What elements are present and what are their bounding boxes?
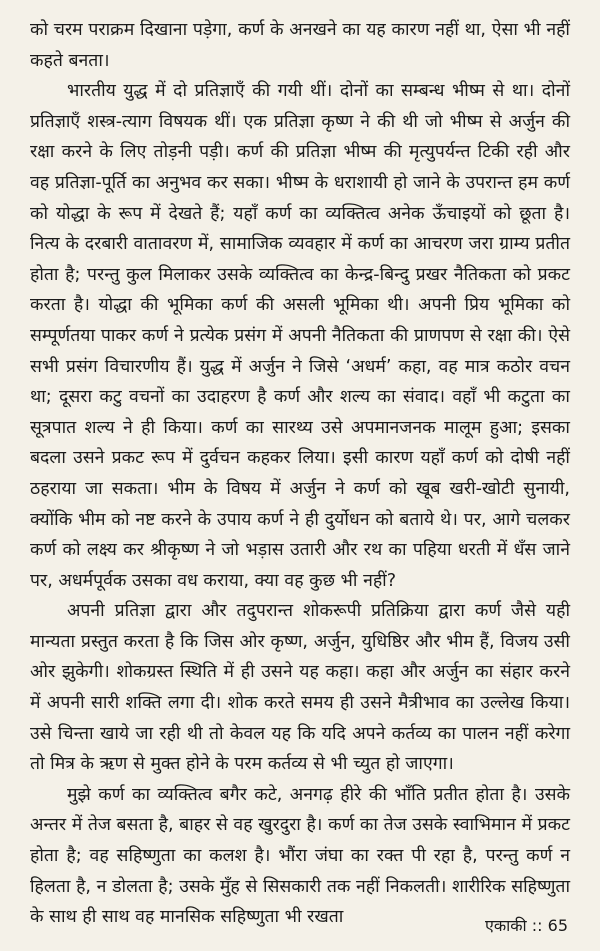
paragraph-continuation: को चरम पराक्रम दिखाना पड़ेगा, कर्ण के अनखने का यह कारण नहीं था, ऐसा भी नहीं कहते बनता।	[30, 20, 570, 71]
paragraph-karna-personality: मुझे कर्ण का व्यक्तित्व बगैर कटे, अनगढ़ हीरे की भाँति प्रतीत होता है। उसके अन्तर में तेज बसता है, बाहर से वह खुरदुरा है। कर्ण का तेज उसके स्वाभिमान में प्रकट होता है; वह सहिष्णुता का कलश है। भौंरा जंघा का रक्त पी रहा है, परन्तु कर्ण न हिलता है, न डोलता है; उसके मुँह से सिसकारी तक नहीं निकलती। शारीरिक सहिष्णुता के साथ ही साथ वह मानसिक सहिष्णुता भी रखता	[30, 784, 570, 928]
paragraph-two-vows: भारतीय युद्ध में दो प्रतिज्ञाएँ की गयी थीं। दोनों का सम्बन्ध भीष्म से था। दोनों प्रतिज्ञाएँ शस्त्र-त्याग विषयक थीं। एक प्रतिज्ञा कृष्ण ने की थी जो भीष्म से अर्जुन की रक्षा करने के लिए तोड़नी पड़ी। कर्ण की प्रतिज्ञा भीष्म की मृत्युपर्यन्त टिकी रही और वह प्रतिज्ञा-पूर्ति का अनुभव कर सका। भीष्म के धराशायी हो जाने के उपरान्त हम कर्ण को योद्धा के रूप में देखते हैं; यहाँ कर्ण का व्यक्तित्व अनेक ऊँचाइयों को छूता है। नित्य के दरबारी वातावरण में, सामाजिक व्यवहार में कर्ण का आचरण जरा ग्राम्य प्रतीत होता है; परन्तु कुल मिलाकर उसके व्यक्तित्व का केन्द्र-बिन्दु प्रखर नैतिकता को प्रकट करता है। योद्धा की भूमिका कर्ण की असली भूमिका थी। अपनी प्रिय भूमिका को सम्पूर्णतया पाकर कर्ण ने प्रत्येक प्रसंग में अपनी नैतिकता की प्राणपण से रक्षा की। ऐसे सभी प्रसंग विचारणीय हैं। युद्ध में अर्जुन ने जिसे ‘अधर्म’ कहा, वह मात्र कठोर वचन था; दूसरा कटु वचनों का उदाहरण है कर्ण और शल्य का संवाद। वहाँ भी कटुता का सूत्रपात शल्य ने ही किया। कर्ण का सारथ्य उसे अपमानजनक मालूम हुआ; इसका बदला उसने प्रकट रूप में दुर्वचन कहकर लिया। इसी कारण यहाँ कर्ण को दोषी नहीं ठहराया जा सकता। भीम के विषय में अर्जुन ने कर्ण को खूब खरी-खोटी सुनायी, क्योंकि भीम को नष्ट करने के उपाय कर्ण ने ही दुर्योधन को बताये थे। पर, आगे चलकर कर्ण को लक्ष्य कर श्रीकृष्ण ने जो भड़ास उतारी और रथ का पहिया धरती में धँस जाने पर, अधर्मपूर्वक उसका वध कराया, क्या वह कुछ भी नहीं?	[30, 81, 570, 591]
body-text	[30, 15, 570, 933]
paragraph-karna-vow: अपनी प्रतिज्ञा द्वारा और तदुपरान्त शोकरूपी प्रतिक्रिया द्वारा कर्ण जैसे यही मान्यता प्रस्तुत करता है कि जिस ओर कृष्ण, अर्जुन, युधिष्ठिर और भीम हैं, विजय उसी ओर झुकेगी। शोकग्रस्त स्थिति में ही उसने यह कहा। कहा और अर्जुन का संहार करने में अपनी सारी शक्ति लगा दी। शोक करते समय ही उसने मैत्रीभाव का उल्लेख किया। उसे चिन्ता खाये जा रही थी तो केवल यह कि यदि अपने कर्तव्य का पालन नहीं करेगा तो मित्र के ऋण से मुक्त होने के परम कर्तव्य से भी च्युत हो जाएगा।	[30, 601, 570, 775]
page-footer: एकाकी :: 65	[484, 916, 568, 935]
